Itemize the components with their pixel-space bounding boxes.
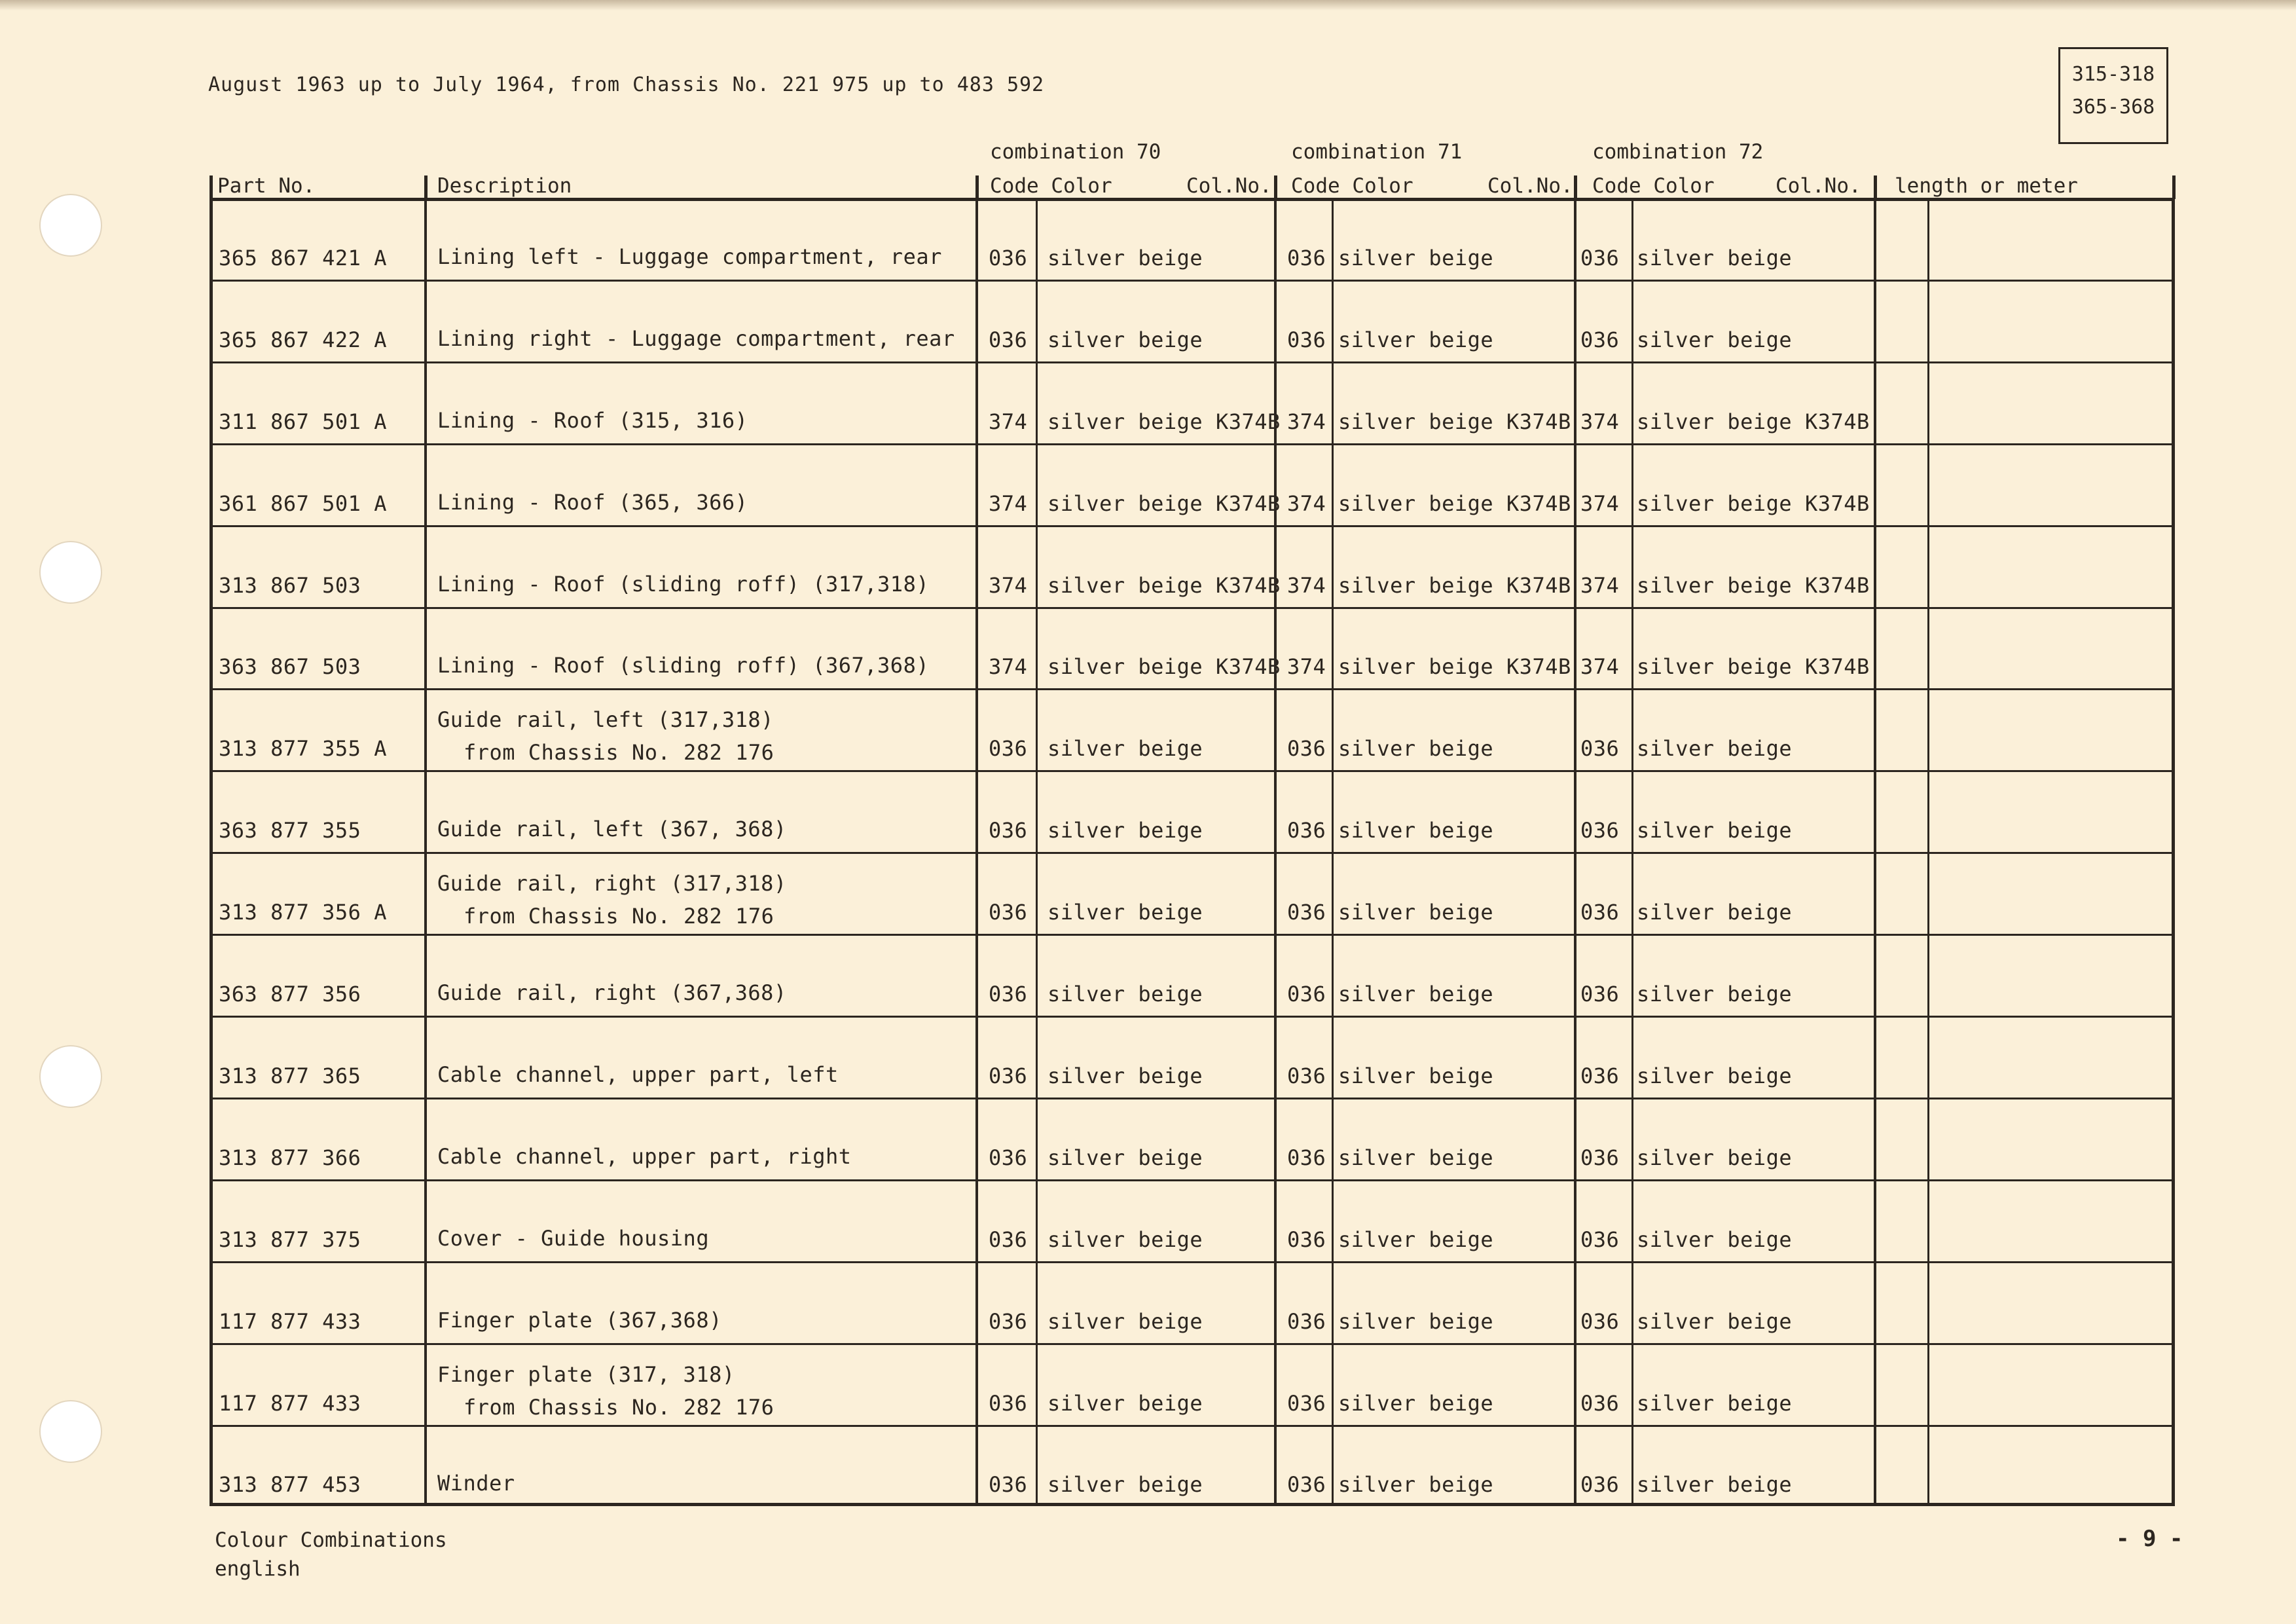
model-range-box xyxy=(2058,47,2168,144)
code-72: 036 xyxy=(1580,1227,1620,1252)
description-line: Finger plate (367,368) xyxy=(437,1308,722,1333)
part-number: 313 877 356 A xyxy=(219,900,387,925)
header-code-color-70: Code Color xyxy=(990,174,1112,198)
part-description xyxy=(437,1358,774,1424)
description-line: Lining - Roof (315, 316) xyxy=(437,408,748,433)
code-72: 036 xyxy=(1580,900,1620,925)
code-72: 036 xyxy=(1580,327,1620,352)
color-71: silver beige xyxy=(1338,246,1494,270)
code-71: 036 xyxy=(1287,982,1326,1006)
part-description xyxy=(437,867,787,932)
color-72: silver beige K374B xyxy=(1637,491,1870,516)
color-72: silver beige xyxy=(1637,327,1793,352)
header-col-no-71: Col.No. xyxy=(1487,174,1573,198)
color-71: silver beige K374B xyxy=(1338,409,1571,434)
code-72: 036 xyxy=(1580,1145,1620,1170)
description-line-chassis: from Chassis No. 282 176 xyxy=(464,1395,774,1420)
code-70: 374 xyxy=(989,573,1028,598)
color-70: silver beige xyxy=(1048,982,1203,1006)
code-71: 036 xyxy=(1287,818,1326,843)
model-range-2: 365-368 xyxy=(2071,96,2155,119)
code-70: 036 xyxy=(989,900,1028,925)
description-line: Cable channel, upper part, right xyxy=(437,1144,852,1169)
part-description xyxy=(437,486,748,519)
code-71: 374 xyxy=(1287,409,1326,434)
color-72: silver beige xyxy=(1637,1309,1793,1334)
color-70: silver beige xyxy=(1048,1472,1203,1497)
code-70: 036 xyxy=(989,982,1028,1006)
part-description xyxy=(437,976,787,1009)
color-70: silver beige xyxy=(1048,900,1203,925)
paper-edge xyxy=(0,0,2296,10)
description-line-chassis: from Chassis No. 282 176 xyxy=(464,740,774,765)
color-70: silver beige xyxy=(1048,1063,1203,1088)
footer xyxy=(215,1526,447,1583)
part-description xyxy=(437,240,942,273)
color-72: silver beige xyxy=(1637,1145,1793,1170)
description-line: Guide rail, left (367, 368) xyxy=(437,817,787,841)
header-col-no-72: Col.No. xyxy=(1776,174,1861,198)
part-description xyxy=(437,568,929,600)
part-description xyxy=(437,1058,839,1091)
description-line: Lining - Roof (sliding roff) (367,368) xyxy=(437,653,930,678)
row-divider xyxy=(210,361,2175,363)
color-72: silver beige xyxy=(1637,1391,1793,1416)
header-code-color-72: Code Color xyxy=(1592,174,1715,198)
punch-hole xyxy=(39,1400,102,1463)
description-line: Lining right - Luggage compartment, rear xyxy=(437,326,955,351)
row-divider xyxy=(210,1261,2175,1263)
code-71: 036 xyxy=(1287,1309,1326,1334)
code-70: 036 xyxy=(989,327,1028,352)
row-divider xyxy=(210,443,2175,445)
header-tick xyxy=(210,175,213,199)
code-72: 036 xyxy=(1580,1063,1620,1088)
code-71: 036 xyxy=(1287,1391,1326,1416)
color-70: silver beige xyxy=(1048,327,1203,352)
part-description xyxy=(437,649,929,682)
code-70: 036 xyxy=(989,246,1028,270)
code-72: 374 xyxy=(1580,491,1620,516)
color-71: silver beige xyxy=(1338,327,1494,352)
code-70: 036 xyxy=(989,1309,1028,1334)
description-line: Cable channel, upper part, left xyxy=(437,1062,839,1087)
description-line: Lining - Roof (sliding roff) (317,318) xyxy=(437,572,930,597)
punch-hole xyxy=(39,1045,102,1108)
part-number: 117 877 433 xyxy=(219,1309,361,1334)
code-70: 374 xyxy=(989,491,1028,516)
part-number: 313 877 453 xyxy=(219,1472,361,1497)
code-70: 374 xyxy=(989,409,1028,434)
code-71: 374 xyxy=(1287,573,1326,598)
color-71: silver beige xyxy=(1338,1227,1494,1252)
part-description xyxy=(437,1467,515,1500)
color-71: silver beige xyxy=(1338,818,1494,843)
color-72: silver beige xyxy=(1637,1063,1793,1088)
color-72: silver beige xyxy=(1637,982,1793,1006)
color-71: silver beige xyxy=(1338,1309,1494,1334)
color-72: silver beige xyxy=(1637,1227,1793,1252)
code-71: 374 xyxy=(1287,491,1326,516)
color-72: silver beige K374B xyxy=(1637,573,1870,598)
color-72: silver beige K374B xyxy=(1637,409,1870,434)
header-combination-70: combination 70 xyxy=(990,140,1161,164)
header-tick xyxy=(1574,175,1577,199)
part-description xyxy=(437,703,774,769)
description-line: Guide rail, right (367,368) xyxy=(437,980,787,1005)
punch-hole xyxy=(39,194,102,257)
code-70: 036 xyxy=(989,1227,1028,1252)
description-line: Winder xyxy=(437,1471,515,1496)
color-70: silver beige xyxy=(1048,1145,1203,1170)
color-71: silver beige K374B xyxy=(1338,573,1571,598)
code-72: 374 xyxy=(1580,654,1620,679)
code-70: 036 xyxy=(989,736,1028,761)
color-70: silver beige K374B xyxy=(1048,409,1281,434)
description-line: Guide rail, right (317,318) xyxy=(437,871,787,896)
row-divider xyxy=(210,280,2175,282)
part-description xyxy=(437,1140,852,1173)
row-divider xyxy=(210,852,2175,854)
part-number: 117 877 433 xyxy=(219,1391,361,1416)
color-70: silver beige K374B xyxy=(1048,491,1281,516)
row-divider xyxy=(210,1343,2175,1345)
part-number: 311 867 501 A xyxy=(219,409,387,434)
part-number: 313 867 503 xyxy=(219,573,361,598)
part-number: 313 877 375 xyxy=(219,1227,361,1252)
row-divider xyxy=(210,1425,2175,1427)
header-tick xyxy=(1874,175,1877,199)
description-line: Lining - Roof (365, 366) xyxy=(437,490,748,515)
color-70: silver beige xyxy=(1048,246,1203,270)
part-number: 363 877 355 xyxy=(219,818,361,843)
code-72: 036 xyxy=(1580,246,1620,270)
part-number: 313 877 366 xyxy=(219,1145,361,1170)
validity-header: August 1963 up to July 1964, from Chassis No. 221 975 up to 483 592 xyxy=(208,73,1045,96)
color-71: silver beige K374B xyxy=(1338,654,1571,679)
code-71: 374 xyxy=(1287,654,1326,679)
code-70: 036 xyxy=(989,818,1028,843)
part-number: 313 877 355 A xyxy=(219,736,387,761)
footer-title: Colour Combinations xyxy=(215,1528,447,1552)
color-72: silver beige K374B xyxy=(1637,654,1870,679)
color-72: silver beige xyxy=(1637,818,1793,843)
part-number: 363 867 503 xyxy=(219,654,361,679)
model-range-1: 315-318 xyxy=(2071,63,2155,86)
code-72: 036 xyxy=(1580,1309,1620,1334)
row-divider xyxy=(210,1098,2175,1099)
page-number: - 9 - xyxy=(2116,1526,2183,1552)
code-71: 036 xyxy=(1287,1472,1326,1497)
row-divider xyxy=(210,1016,2175,1018)
code-72: 374 xyxy=(1580,573,1620,598)
color-71: silver beige xyxy=(1338,1472,1494,1497)
color-72: silver beige xyxy=(1637,1472,1793,1497)
color-72: silver beige xyxy=(1637,900,1793,925)
row-divider xyxy=(210,525,2175,527)
code-71: 036 xyxy=(1287,900,1326,925)
header-col-no-70: Col.No. xyxy=(1186,174,1272,198)
part-number: 361 867 501 A xyxy=(219,491,387,516)
code-72: 374 xyxy=(1580,409,1620,434)
code-72: 036 xyxy=(1580,982,1620,1006)
description-line: Guide rail, left (317,318) xyxy=(437,707,774,732)
code-72: 036 xyxy=(1580,1391,1620,1416)
row-divider xyxy=(210,1179,2175,1181)
header-tick xyxy=(2172,175,2176,199)
header-combination-72: combination 72 xyxy=(1592,140,1764,164)
code-70: 036 xyxy=(989,1391,1028,1416)
color-70: silver beige xyxy=(1048,818,1203,843)
color-72: silver beige xyxy=(1637,246,1793,270)
header-tick xyxy=(975,175,979,199)
code-72: 036 xyxy=(1580,818,1620,843)
color-71: silver beige xyxy=(1338,736,1494,761)
part-number: 365 867 422 A xyxy=(219,327,387,352)
row-divider xyxy=(210,607,2175,609)
code-71: 036 xyxy=(1287,327,1326,352)
color-72: silver beige xyxy=(1637,736,1793,761)
row-divider xyxy=(210,688,2175,690)
header-combination-71: combination 71 xyxy=(1291,140,1463,164)
part-number: 365 867 421 A xyxy=(219,246,387,270)
code-71: 036 xyxy=(1287,246,1326,270)
color-71: silver beige xyxy=(1338,1063,1494,1088)
header-code-color-71: Code Color xyxy=(1291,174,1413,198)
part-description xyxy=(437,1222,709,1255)
code-71: 036 xyxy=(1287,1063,1326,1088)
header-length: length or meter xyxy=(1895,174,2078,198)
part-description xyxy=(437,322,955,355)
color-70: silver beige xyxy=(1048,1227,1203,1252)
part-description xyxy=(437,813,787,845)
description-line: Lining left - Luggage compartment, rear xyxy=(437,244,942,269)
color-70: silver beige xyxy=(1048,1309,1203,1334)
code-70: 036 xyxy=(989,1145,1028,1170)
row-divider xyxy=(210,934,2175,936)
header-tick xyxy=(1274,175,1277,199)
color-71: silver beige xyxy=(1338,1391,1494,1416)
header-part-no: Part No. xyxy=(217,174,316,198)
code-72: 036 xyxy=(1580,1472,1620,1497)
color-71: silver beige xyxy=(1338,1145,1494,1170)
code-72: 036 xyxy=(1580,736,1620,761)
row-divider xyxy=(210,770,2175,772)
color-71: silver beige xyxy=(1338,900,1494,925)
description-line: Finger plate (317, 318) xyxy=(437,1362,735,1387)
code-71: 036 xyxy=(1287,1227,1326,1252)
code-70: 374 xyxy=(989,654,1028,679)
part-number: 313 877 365 xyxy=(219,1063,361,1088)
code-70: 036 xyxy=(989,1472,1028,1497)
punch-hole xyxy=(39,541,102,604)
color-70: silver beige xyxy=(1048,736,1203,761)
description-line: Cover - Guide housing xyxy=(437,1226,710,1251)
code-71: 036 xyxy=(1287,1145,1326,1170)
color-70: silver beige xyxy=(1048,1391,1203,1416)
color-71: silver beige K374B xyxy=(1338,491,1571,516)
code-70: 036 xyxy=(989,1063,1028,1088)
footer-language: english xyxy=(215,1557,301,1581)
color-70: silver beige K374B xyxy=(1048,573,1281,598)
color-71: silver beige xyxy=(1338,982,1494,1006)
part-description xyxy=(437,1304,722,1337)
part-number: 363 877 356 xyxy=(219,982,361,1006)
part-description xyxy=(437,404,748,437)
header-tick xyxy=(424,175,428,199)
code-71: 036 xyxy=(1287,736,1326,761)
description-line-chassis: from Chassis No. 282 176 xyxy=(464,904,774,929)
header-description: Description xyxy=(437,174,572,198)
color-70: silver beige K374B xyxy=(1048,654,1281,679)
